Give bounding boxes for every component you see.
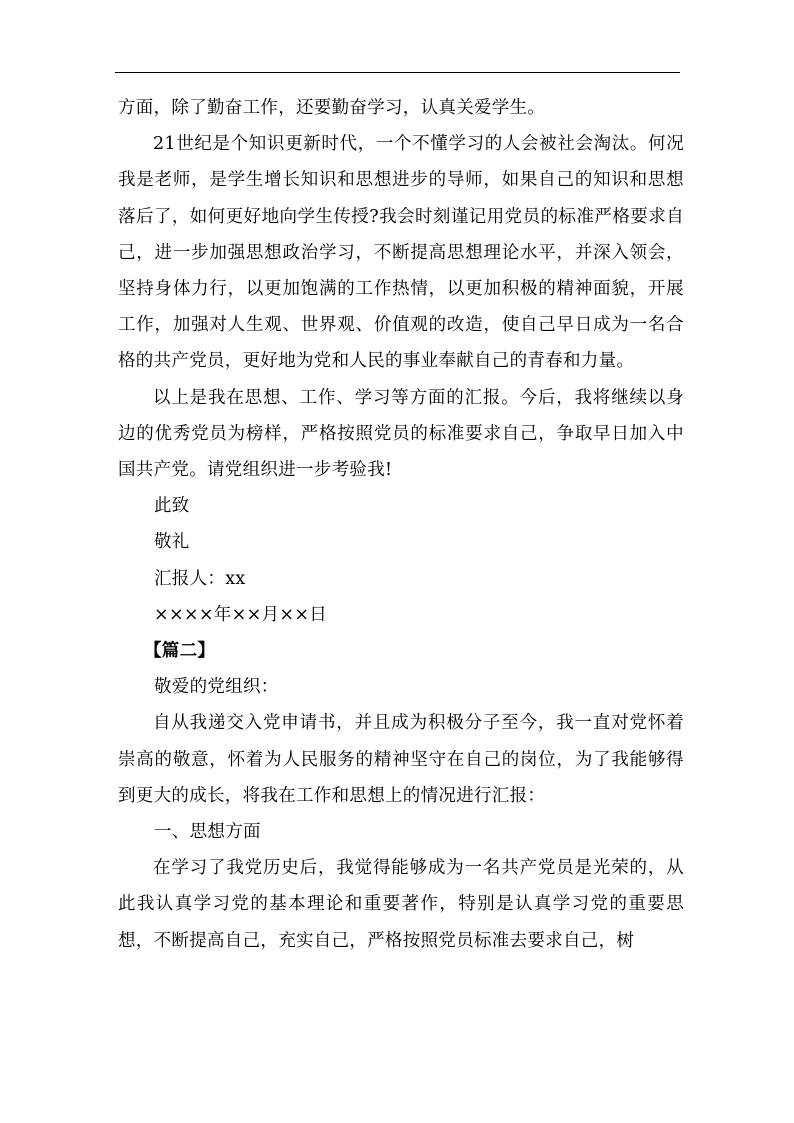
reporter-line: 汇报人：xx bbox=[154, 568, 246, 589]
closing-cizhi: 此致 bbox=[154, 496, 190, 517]
closing-jingli: 敬礼 bbox=[154, 532, 190, 553]
paragraph-history: 在学习了我党历史后，我觉得能够成为一名共产党员是光荣的，从此我认真学习党的基本理论和重要著作，特别是认真学习党的重要思想，不断提高自己，充实自己，严格按照党员标准去要求自己，树 bbox=[118, 858, 684, 951]
paragraph-intro: 自从我递交入党申请书，并且成为积极分子至今，我一直对党怀着崇高的敬意，怀着为人民服务的精神坚守在自己的岗位，为了我能够得到更大的成长，将我在工作和思想上的情况进行汇报： bbox=[118, 713, 684, 806]
paragraph-21st-century: 21世纪是个知识更新时代，一个不懂学习的人会被社会淘汰。何况我是老师，是学生增长知识和思想进步的导师，如果自己的知识和思想落后了，如何更好地向学生传授?我会时刻谨记用党员的标准严格要求自己，进一步加强思想政治学习，不断提高思想理论水平，并深入领会，坚持身体力行，以更加饱满的工作热情，以更加积极的精神面貌，开展工作，加强对人生观、世界观、价值观的改造，使自己早日成为一名合格的共产党员，更好地为党和人民的事业奉献自己的青春和力量。 bbox=[118, 134, 684, 372]
paragraph-continuation: 方面，除了勤奋工作，还要勤奋学习，认真关爱学生。 bbox=[118, 98, 546, 118]
section-heading: 【篇二】 bbox=[144, 641, 216, 662]
date-line: ××××年××月××日 bbox=[154, 604, 328, 625]
salutation: 敬爱的党组织： bbox=[154, 677, 279, 698]
header-rule bbox=[115, 72, 680, 73]
subheading-thought: 一、思想方面 bbox=[154, 822, 261, 843]
paragraph-summary: 以上是我在思想、工作、学习等方面的汇报。今后，我将继续以身边的优秀党员为榜样，严格按照党员的标准要求自己，争取早日加入中国共产党。请党组织进一步考验我! bbox=[118, 387, 684, 481]
document-body bbox=[118, 90, 684, 959]
